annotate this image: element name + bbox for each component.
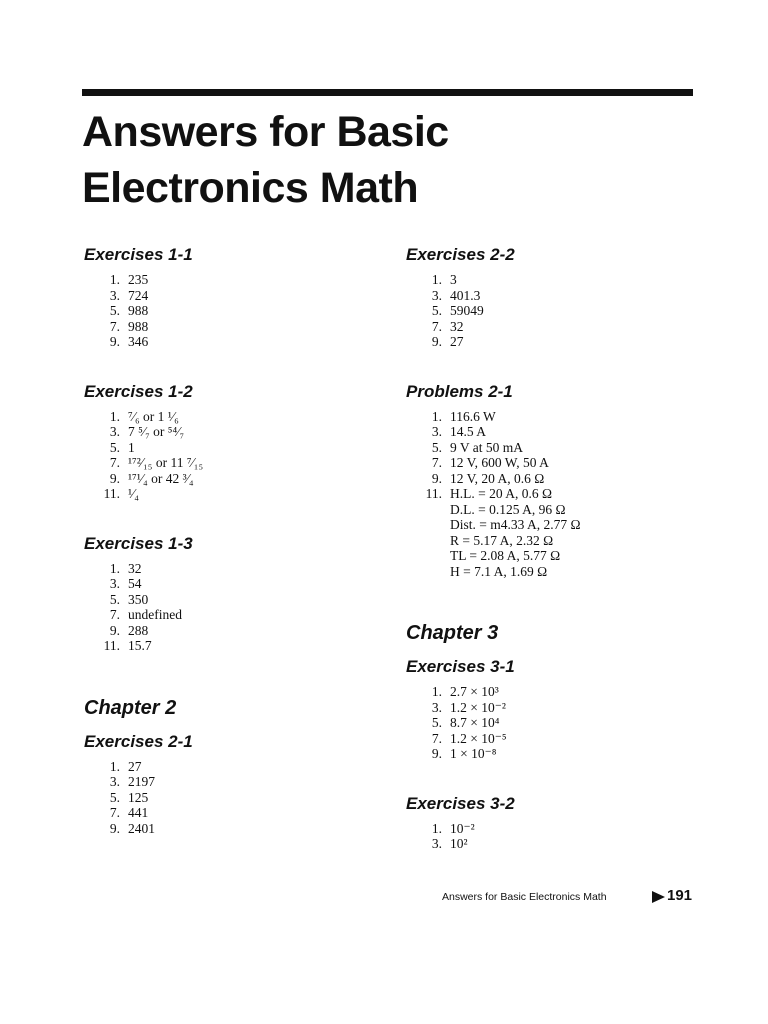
answer-item	[406, 684, 706, 700]
chapter-3-heading: Chapter 3	[406, 622, 499, 644]
answer-item	[406, 334, 706, 350]
answer-number: 7.	[431, 455, 442, 470]
running-footer: Answers for Basic Electronics Math	[442, 891, 607, 903]
answer-list	[406, 684, 706, 762]
answer-number: 11.	[425, 486, 442, 501]
answer-value: 2197	[128, 774, 155, 789]
section-problems-2-1	[406, 381, 706, 580]
answer-item	[406, 303, 706, 319]
answer-value: 288	[128, 622, 149, 638]
answer-number: 3.	[109, 287, 120, 303]
answer-value: 235	[128, 272, 149, 287]
answer-item	[406, 440, 706, 456]
section-exercises-2-2	[406, 244, 706, 350]
section-heading: Exercises 3-2	[406, 793, 515, 813]
answer-value: 32	[450, 318, 464, 334]
section-exercises-1-1	[84, 244, 374, 350]
answer-list	[406, 409, 706, 580]
answer-number: 7.	[431, 318, 442, 334]
answer-value: 1	[128, 439, 135, 455]
answer-value: undefined	[128, 607, 182, 622]
answer-number: 3.	[431, 287, 442, 303]
answer-value: 10²	[450, 836, 468, 851]
answer-number: 7.	[109, 805, 120, 820]
answer-number: 1.	[431, 408, 442, 424]
answer-item	[406, 700, 706, 716]
answer-value: 441	[128, 805, 149, 820]
section-exercises-3-1	[406, 656, 706, 762]
answer-number: 9.	[109, 622, 120, 638]
answer-value: 988	[128, 303, 149, 318]
answer-item	[84, 576, 374, 592]
left-column	[84, 244, 374, 867]
answer-item	[406, 319, 706, 335]
answer-list	[84, 272, 374, 350]
right-column	[406, 244, 706, 883]
answer-value: 988	[128, 318, 149, 334]
answer-value: H.L. = 20 A, 0.6 Ω D.L. = 0.125 A, 96 Ω Dist. = m4.33 A, 2.77 Ω R = 5.17 A, 2.32 Ω TL = 2.08 A, 5.77 Ω H = 7.1 A, 1.69 Ω	[450, 486, 581, 579]
answer-number: 9.	[109, 470, 120, 486]
answer-item	[406, 731, 706, 747]
answer-number: 1.	[431, 684, 442, 699]
section-exercises-1-2	[84, 381, 374, 502]
answer-value: 27	[450, 334, 464, 349]
answer-value: 32	[128, 560, 142, 576]
answer-value: ⁷⁄₆ or 1 ¹⁄₆	[128, 408, 179, 424]
answer-value: 3	[450, 272, 457, 287]
answer-value: 54	[128, 576, 142, 591]
answer-value: 1.2 × 10⁻²	[450, 699, 506, 715]
section-exercises-3-2	[406, 793, 706, 852]
answer-item	[84, 561, 374, 577]
top-rule	[82, 89, 693, 96]
arrow-right-icon	[652, 891, 665, 903]
answer-number: 5.	[109, 591, 120, 607]
answer-value: 724	[128, 287, 149, 303]
answer-item	[84, 623, 374, 639]
answer-item	[84, 471, 374, 487]
answer-item	[84, 424, 374, 440]
answer-number: 9.	[431, 746, 442, 761]
answer-item	[84, 440, 374, 456]
answer-number: 5.	[431, 715, 442, 730]
answer-list	[406, 272, 706, 350]
answer-number: 9.	[109, 334, 120, 349]
answer-number: 3.	[109, 424, 120, 439]
answer-value: ¹⁄₄	[128, 486, 140, 501]
answer-item	[84, 638, 374, 654]
answer-value: 7 ⁵⁄₇ or ⁵⁴⁄₇	[128, 424, 185, 439]
answer-item	[406, 272, 706, 288]
answer-value: 125	[128, 789, 149, 805]
answer-item	[406, 821, 706, 837]
answer-value: 2.7 × 10³	[450, 684, 499, 699]
answer-number: 1.	[109, 408, 120, 424]
answer-number: 7.	[109, 455, 120, 470]
answer-item	[84, 592, 374, 608]
answer-value: 8.7 × 10⁴	[450, 715, 500, 730]
answer-number: 1.	[109, 758, 120, 774]
section-heading: Exercises 3-1	[406, 657, 515, 676]
answer-item	[84, 821, 374, 837]
answer-value: 116.6 W	[450, 408, 496, 424]
answer-number: 3.	[109, 774, 120, 789]
answer-item	[84, 455, 374, 471]
answer-item	[84, 288, 374, 304]
answer-value: 346	[128, 334, 149, 349]
answer-number: 5.	[431, 439, 442, 455]
answer-value: 1.2 × 10⁻⁵	[450, 730, 507, 746]
section-exercises-2-1	[84, 731, 374, 837]
section-heading: Exercises 1-3	[84, 533, 193, 553]
answer-value: ¹⁷¹⁄₄ or 42 ³⁄₄	[128, 470, 194, 486]
answer-list	[84, 561, 374, 654]
answer-value: 59049	[450, 303, 484, 318]
answer-number: 1.	[431, 820, 442, 836]
answer-item	[406, 746, 706, 762]
section-heading: Exercises 1-1	[84, 245, 193, 264]
title-line-1: Answers for Basic	[82, 108, 449, 156]
title-line-2: Electronics Math	[82, 164, 419, 212]
answer-list	[84, 409, 374, 502]
spacer	[84, 685, 374, 695]
answer-number: 5.	[109, 303, 120, 318]
answer-number: 9.	[431, 334, 442, 349]
answer-number: 9.	[431, 470, 442, 486]
answer-number: 3.	[431, 424, 442, 439]
answer-item	[406, 836, 706, 852]
section-heading: Exercises 2-1	[84, 731, 193, 751]
answer-value: 9 V at 50 mA	[450, 439, 524, 455]
section-exercises-1-3	[84, 533, 374, 654]
answer-number: 1.	[109, 272, 120, 287]
answer-number: 1.	[109, 560, 120, 576]
answer-item	[84, 486, 374, 502]
section-heading: Problems 2-1	[406, 381, 513, 401]
answer-item	[84, 607, 374, 623]
answer-number: 7.	[109, 607, 120, 622]
answer-value: 401.3	[450, 287, 481, 303]
answer-item	[84, 319, 374, 335]
answer-item	[84, 272, 374, 288]
answer-item	[84, 805, 374, 821]
chapter-2-heading: Chapter 2	[84, 696, 177, 719]
answer-number: 11.	[103, 638, 120, 653]
answer-number: 7.	[109, 318, 120, 334]
section-heading: Exercises 2-2	[406, 245, 515, 264]
answer-number: 9.	[109, 820, 120, 836]
answer-number: 3.	[431, 836, 442, 851]
answer-number: 11.	[103, 486, 120, 501]
answer-value: 14.5 A	[450, 424, 487, 439]
page-title	[82, 104, 449, 216]
answer-number: 5.	[109, 439, 120, 455]
answer-number: 7.	[431, 730, 442, 746]
answer-item	[84, 759, 374, 775]
answer-value: ¹⁷²⁄₁₅ or 11 ⁷⁄₁₅	[128, 455, 204, 470]
answer-value: 27	[128, 758, 142, 774]
answer-item	[406, 288, 706, 304]
answer-value: 10⁻²	[450, 820, 475, 836]
answer-item	[406, 409, 706, 425]
answer-value: 12 V, 20 A, 0.6 Ω	[450, 470, 545, 486]
answer-item	[406, 715, 706, 731]
answer-list	[406, 821, 706, 852]
answer-number: 5.	[431, 303, 442, 318]
answer-value: 12 V, 600 W, 50 A	[450, 455, 549, 470]
answer-item	[406, 455, 706, 471]
answer-value: 2401	[128, 820, 155, 836]
answer-list	[84, 759, 374, 837]
answer-number: 1.	[431, 272, 442, 287]
answer-item	[406, 424, 706, 440]
spacer	[406, 610, 706, 620]
answer-item	[84, 790, 374, 806]
answer-value: 15.7	[128, 638, 152, 653]
page-number: 191	[667, 887, 693, 904]
answer-value: 350	[128, 591, 149, 607]
answer-number: 5.	[109, 789, 120, 805]
answer-item	[406, 486, 706, 579]
answer-number: 3.	[431, 699, 442, 715]
answer-number: 3.	[109, 576, 120, 591]
answer-item	[84, 334, 374, 350]
answer-item	[84, 303, 374, 319]
answer-item	[84, 774, 374, 790]
section-heading: Exercises 1-2	[84, 381, 193, 401]
answer-item	[84, 409, 374, 425]
answer-value: 1 × 10⁻⁸	[450, 746, 497, 761]
answer-item	[406, 471, 706, 487]
